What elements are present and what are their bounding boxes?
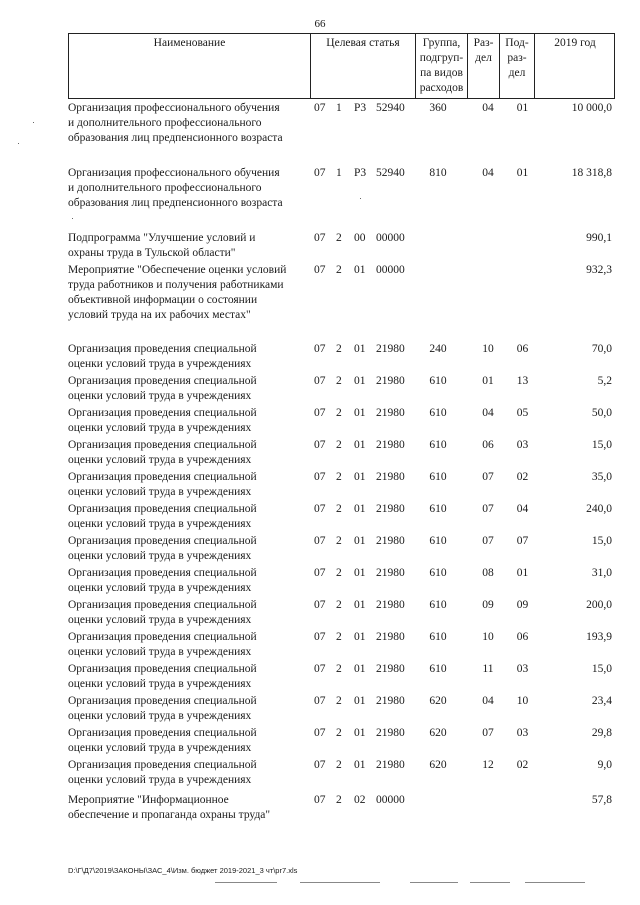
expense-group: 610 [429, 503, 447, 515]
target-code-subprogram: 2 [336, 232, 342, 244]
target-code-program: 07 [314, 727, 326, 739]
target-code-program: 07 [314, 535, 326, 547]
expense-group: 610 [429, 599, 447, 611]
section-code: 07 [482, 503, 494, 515]
section-code: 11 [482, 663, 494, 675]
row-name [68, 406, 310, 436]
target-code-program: 07 [314, 759, 326, 771]
section-code: 01 [482, 375, 494, 387]
footer-file-path: D:\Г\Д7\2019\ЗАКОНЫ\ЗАС_4\Изм. бюджет 2019-2021_3 чт\pr7.xls [68, 866, 298, 875]
target-code-event: 01 [354, 264, 366, 276]
subsection-code: 06 [516, 631, 529, 643]
target-code-subprogram: 2 [336, 535, 342, 547]
header-year: 2019 год [554, 37, 596, 49]
row-name-line: Организация проведения специальной [68, 439, 257, 451]
target-code-subprogram: 2 [336, 567, 342, 579]
target-code-direction: 21980 [376, 375, 405, 387]
target-code-program: 07 [314, 232, 326, 244]
expense-group: 810 [429, 167, 447, 179]
amount-2019: 9,0 [597, 759, 612, 771]
target-code-event: 01 [354, 759, 366, 771]
amount-2019: 35,0 [591, 471, 612, 483]
target-code-subprogram: 2 [336, 439, 342, 451]
target-code-direction: 21980 [376, 471, 405, 483]
subsection-code: 03 [516, 727, 529, 739]
target-code-subprogram: 2 [336, 727, 342, 739]
header-group [416, 34, 468, 98]
subsection-code: 06 [516, 343, 529, 355]
row-name-line: Организация проведения специальной [68, 567, 257, 579]
header-subsection-line: раз- [507, 52, 527, 64]
target-code-direction: 00000 [376, 794, 405, 806]
amount-2019: 990,1 [586, 232, 612, 244]
header-group-line: подгруп- [419, 52, 464, 64]
row-name [68, 470, 310, 500]
target-code-direction: 21980 [376, 343, 405, 355]
amount-2019: 240,0 [586, 503, 612, 515]
expense-group: 610 [429, 535, 447, 547]
expense-group: 240 [429, 343, 447, 355]
expense-group: 610 [429, 631, 447, 643]
target-code-direction: 21980 [376, 759, 405, 771]
amount-2019: 15,0 [591, 535, 612, 547]
target-code-event: 01 [354, 663, 366, 675]
target-code-subprogram: 2 [336, 631, 342, 643]
amount-2019: 10 000,0 [571, 102, 612, 114]
target-code-direction: 21980 [376, 567, 405, 579]
footer-line [470, 882, 510, 883]
row-name [68, 694, 310, 724]
subsection-code: 01 [516, 567, 529, 579]
expense-group: 610 [429, 471, 447, 483]
target-code-direction: 21980 [376, 407, 405, 419]
target-code-event: 01 [354, 535, 366, 547]
row-name-line: обеспечение и пропаганда охраны труда" [68, 809, 271, 821]
target-code-direction: 52940 [376, 102, 405, 114]
target-code-subprogram: 2 [336, 759, 342, 771]
subsection-code: 02 [516, 471, 529, 483]
row-name-line: оценки условий труда в учреждениях [68, 646, 252, 658]
target-code-event: 01 [354, 695, 366, 707]
subsection-code: 05 [516, 407, 529, 419]
row-name-line: оценки условий труда в учреждениях [68, 550, 252, 562]
target-code-event: 01 [354, 599, 366, 611]
row-name-line: Организация профессионального обучения [68, 167, 280, 179]
subsection-code: 13 [516, 375, 529, 387]
target-code-program: 07 [314, 471, 326, 483]
header-subsection-line: дел [508, 67, 526, 79]
target-code-subprogram: 2 [336, 375, 342, 387]
section-code: 12 [482, 759, 494, 771]
row-name-line: объективной информации о состоянии [68, 294, 258, 306]
row-name-line: Организация проведения специальной [68, 599, 257, 611]
row-name [68, 662, 310, 692]
row-name [68, 438, 310, 468]
row-name-line: оценки условий труда в учреждениях [68, 710, 252, 722]
row-name [68, 566, 310, 596]
target-code-program: 07 [314, 407, 326, 419]
table-header [68, 33, 615, 99]
row-name-line: Организация проведения специальной [68, 695, 257, 707]
header-section-line: дел [475, 52, 492, 64]
row-name-line: Организация проведения специальной [68, 471, 257, 483]
header-group-line: расходов [419, 82, 464, 94]
amount-2019: 70,0 [591, 343, 612, 355]
row-name-line: условий труда на их рабочих местах" [68, 309, 251, 321]
header-group-line: Группа, [422, 37, 461, 49]
amount-2019: 18 318,8 [571, 167, 612, 179]
header-section [468, 34, 500, 98]
row-name [68, 726, 310, 756]
row-name [68, 166, 310, 211]
row-name-line: оценки условий труда в учреждениях [68, 518, 252, 530]
target-code-event: 01 [354, 375, 366, 387]
row-name-line: оценки условий труда в учреждениях [68, 422, 252, 434]
target-code-event: Р3 [354, 167, 367, 179]
header-subsection [500, 34, 535, 98]
row-name-line: труда работников и получения работниками [68, 279, 284, 291]
amount-2019: 23,4 [591, 695, 612, 707]
target-code-event: 01 [354, 343, 366, 355]
footer-line [410, 882, 458, 883]
section-code: 04 [482, 407, 494, 419]
target-code-event: 01 [354, 631, 366, 643]
row-name-line: образования лиц предпенсионного возраста [68, 197, 283, 209]
row-name-line: оценки условий труда в учреждениях [68, 358, 252, 370]
footer-line [300, 882, 380, 883]
target-code-direction: 00000 [376, 264, 405, 276]
expense-group: 620 [429, 695, 447, 707]
target-code-event: 01 [354, 503, 366, 515]
target-code-event: 01 [354, 471, 366, 483]
footer-line [525, 882, 585, 883]
row-name-line: и дополнительного профессионального [68, 117, 262, 129]
target-code-program: 07 [314, 167, 326, 179]
row-name [68, 630, 310, 660]
target-code-program: 07 [314, 375, 326, 387]
header-section-line: Раз- [473, 37, 494, 49]
amount-2019: 5,2 [597, 375, 612, 387]
row-name-line: Организация проведения специальной [68, 407, 257, 419]
amount-2019: 932,3 [586, 264, 612, 276]
row-name-line: и дополнительного профессионального [68, 182, 262, 194]
target-code-subprogram: 2 [336, 471, 342, 483]
amount-2019: 57,8 [591, 794, 612, 806]
target-code-program: 07 [314, 631, 326, 643]
scan-speck [360, 198, 361, 199]
subsection-code: 09 [516, 599, 529, 611]
row-name-line: Подпрограмма "Улучшение условий и [68, 232, 256, 244]
target-code-event: 01 [354, 439, 366, 451]
row-name [68, 598, 310, 628]
row-name-line: оценки условий труда в учреждениях [68, 454, 252, 466]
amount-2019: 15,0 [591, 439, 612, 451]
target-code-subprogram: 2 [336, 695, 342, 707]
target-code-direction: 21980 [376, 727, 405, 739]
subsection-code: 01 [516, 102, 529, 114]
header-target: Целевая статья [311, 34, 416, 98]
page-number: 66 [314, 18, 326, 30]
target-code-program: 07 [314, 503, 326, 515]
subsection-code: 03 [516, 439, 529, 451]
amount-2019: 50,0 [591, 407, 612, 419]
row-name [68, 793, 310, 823]
row-name-line: оценки условий труда в учреждениях [68, 742, 252, 754]
row-name-line: Организация проведения специальной [68, 375, 257, 387]
section-code: 08 [482, 567, 494, 579]
target-code-event: 01 [354, 727, 366, 739]
row-name-line: Организация проведения специальной [68, 759, 257, 771]
target-code-subprogram: 1 [336, 102, 342, 114]
amount-2019: 29,8 [591, 727, 612, 739]
target-code-program: 07 [314, 695, 326, 707]
section-code: 10 [482, 631, 494, 643]
row-name-line: Организация проведения специальной [68, 535, 257, 547]
row-name-line: Организация проведения специальной [68, 663, 257, 675]
target-code-direction: 21980 [376, 631, 405, 643]
expense-group: 610 [429, 567, 447, 579]
target-code-program: 07 [314, 343, 326, 355]
amount-2019: 193,9 [586, 631, 612, 643]
row-name [68, 231, 310, 261]
target-code-event: 01 [354, 567, 366, 579]
row-name-line: Организация проведения специальной [68, 343, 257, 355]
header-subsection-line: Под- [505, 37, 529, 49]
target-code-program: 07 [314, 794, 326, 806]
target-code-direction: 21980 [376, 663, 405, 675]
section-code: 04 [482, 695, 494, 707]
target-code-event: Р3 [354, 102, 367, 114]
row-name [68, 342, 310, 372]
target-code-subprogram: 2 [336, 343, 342, 355]
section-code: 07 [482, 471, 494, 483]
expense-group: 620 [429, 727, 447, 739]
row-name-line: оценки условий труда в учреждениях [68, 486, 252, 498]
target-code-direction: 21980 [376, 439, 405, 451]
scan-speck [33, 122, 34, 123]
expense-group: 360 [429, 102, 447, 114]
section-code: 10 [482, 343, 494, 355]
amount-2019: 31,0 [591, 567, 612, 579]
expense-group: 610 [429, 407, 447, 419]
target-code-program: 07 [314, 599, 326, 611]
section-code: 04 [482, 167, 494, 179]
expense-group: 610 [429, 375, 447, 387]
header-group-line: па видов [420, 67, 463, 79]
scan-speck [72, 218, 73, 219]
section-code: 04 [482, 102, 494, 114]
target-code-subprogram: 2 [336, 264, 342, 276]
target-code-direction: 21980 [376, 535, 405, 547]
footer-line [215, 882, 277, 883]
target-code-subprogram: 2 [336, 794, 342, 806]
row-name-line: оценки условий труда в учреждениях [68, 678, 252, 690]
section-code: 07 [482, 727, 494, 739]
subsection-code: 07 [516, 535, 529, 547]
target-code-direction: 21980 [376, 695, 405, 707]
expense-group: 620 [429, 759, 447, 771]
target-code-subprogram: 1 [336, 167, 342, 179]
target-code-direction: 21980 [376, 503, 405, 515]
target-code-program: 07 [314, 439, 326, 451]
target-code-direction: 00000 [376, 232, 405, 244]
target-code-event: 01 [354, 407, 366, 419]
subsection-code: 02 [516, 759, 529, 771]
scan-speck [18, 143, 19, 144]
target-code-program: 07 [314, 102, 326, 114]
row-name-line: образования лиц предпенсионного возраста [68, 132, 283, 144]
header-name: Наименование [69, 34, 311, 98]
row-name-line: Мероприятие "Информационное [68, 794, 229, 806]
subsection-code: 03 [516, 663, 529, 675]
row-name-line: охраны труда в Тульской области" [68, 247, 236, 259]
target-code-event: 02 [354, 794, 366, 806]
target-code-subprogram: 2 [336, 663, 342, 675]
target-code-event: 00 [354, 232, 366, 244]
row-name-line: оценки условий труда в учреждениях [68, 582, 252, 594]
row-name-line: Организация проведения специальной [68, 727, 257, 739]
target-code-program: 07 [314, 264, 326, 276]
section-code: 07 [482, 535, 494, 547]
target-code-direction: 21980 [376, 599, 405, 611]
subsection-code: 01 [516, 167, 529, 179]
target-code-subprogram: 2 [336, 503, 342, 515]
row-name-line: Организация проведения специальной [68, 631, 257, 643]
row-name-line: Организация проведения специальной [68, 503, 257, 515]
expense-group: 610 [429, 663, 447, 675]
row-name-line: Организация профессионального обучения [68, 102, 280, 114]
expense-group: 610 [429, 439, 447, 451]
amount-2019: 200,0 [586, 599, 612, 611]
row-name-line: оценки условий труда в учреждениях [68, 390, 252, 402]
target-code-subprogram: 2 [336, 599, 342, 611]
section-code: 06 [482, 439, 494, 451]
row-name-line: оценки условий труда в учреждениях [68, 614, 252, 626]
row-name [68, 758, 310, 788]
row-name [68, 101, 310, 146]
section-code: 09 [482, 599, 494, 611]
target-code-program: 07 [314, 663, 326, 675]
row-name-line: оценки условий труда в учреждениях [68, 774, 252, 786]
subsection-code: 04 [516, 503, 529, 515]
row-name [68, 534, 310, 564]
amount-2019: 15,0 [591, 663, 612, 675]
target-code-subprogram: 2 [336, 407, 342, 419]
target-code-program: 07 [314, 567, 326, 579]
row-name [68, 263, 310, 323]
target-code-direction: 52940 [376, 167, 405, 179]
row-name [68, 502, 310, 532]
subsection-code: 10 [516, 695, 529, 707]
row-name-line: Мероприятие "Обеспечение оценки условий [68, 264, 287, 276]
row-name [68, 374, 310, 404]
